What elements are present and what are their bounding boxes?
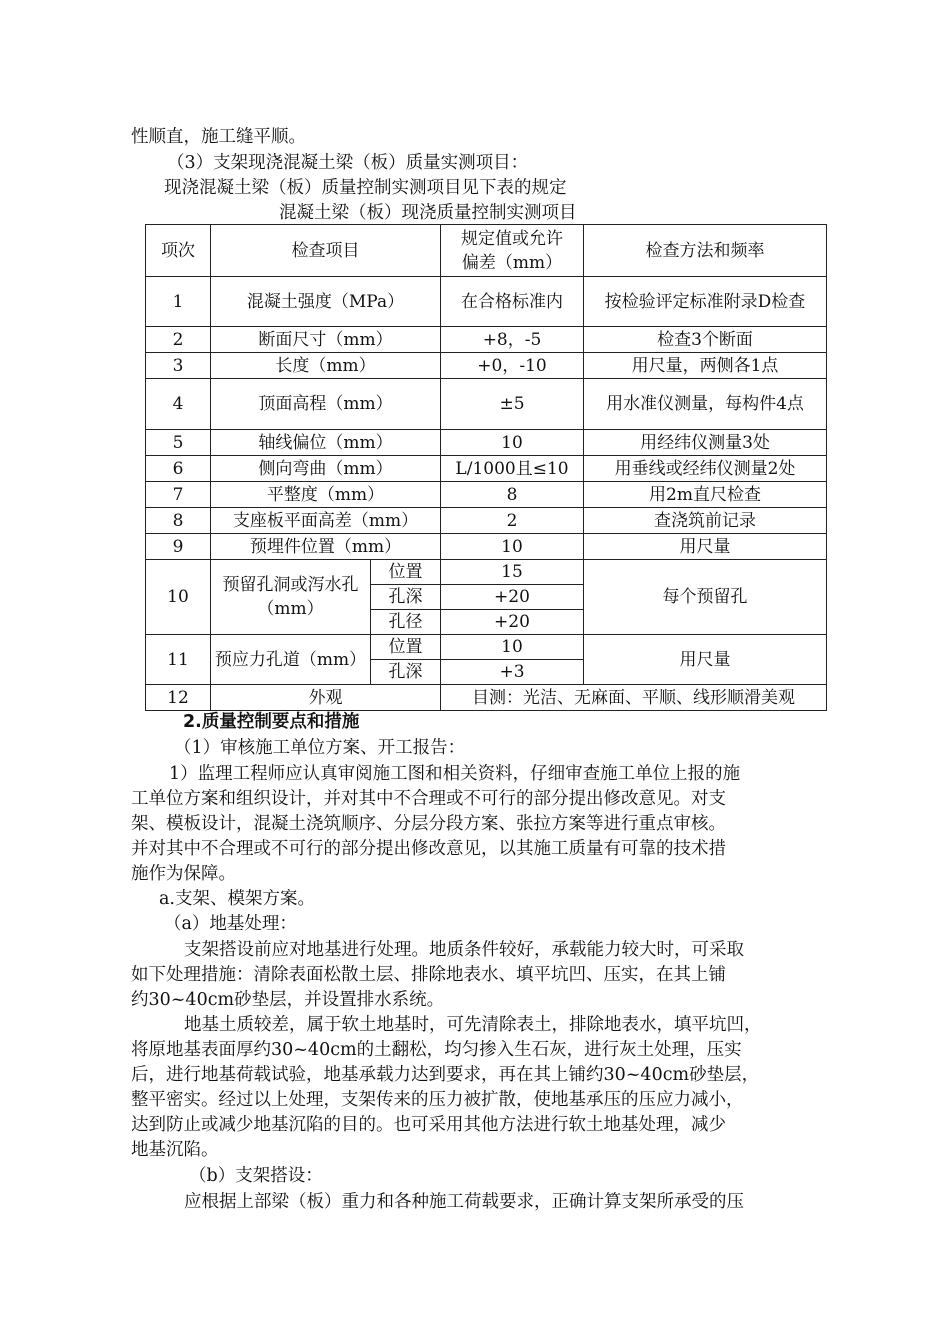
row-method: 用尺量 — [584, 534, 827, 560]
row-tolerance: +3 — [441, 660, 584, 685]
table-row — [146, 430, 827, 456]
quality-table — [145, 224, 827, 711]
table-intro: 现浇混凝土梁（板）质量控制实测项目见下表的规定 — [164, 178, 567, 198]
paragraph-2-line: 1）监理工程师应认真审阅施工图和相关资料，仔细审查施工单位上报的施 — [169, 764, 741, 784]
row-tolerance: L/1000且≤10 — [441, 456, 584, 482]
paragraph-6-line: 达到防止或减少地基沉陷的目的。也可采用其他方法进行软土地基处理，减少 — [131, 1115, 726, 1135]
header-tolerance-line1: 规定值或允许 — [461, 228, 563, 249]
row-method: 用2m直尺检查 — [584, 482, 827, 508]
row-tolerance: 15 — [441, 560, 584, 585]
row-tolerance: +0，-10 — [441, 353, 584, 379]
paragraph-8: 应根据上部梁（板）重力和各种施工荷载要求，正确计算支架所承受的压 — [184, 1192, 744, 1212]
paragraph-5-line: 约30~40cm砂垫层，并设置排水系统。 — [131, 990, 445, 1010]
row-item: 顶面高程（mm） — [211, 379, 441, 430]
table-row — [146, 560, 827, 585]
paragraph-6-line: 将原地基表面厚约30~40cm的土翻松，均匀掺入生石灰，进行灰土处理，压实 — [131, 1040, 742, 1060]
row-tolerance: +20 — [441, 610, 584, 635]
row-tolerance: +20 — [441, 585, 584, 610]
row-tolerance: 10 — [441, 430, 584, 456]
row-item: 支座板平面高差（mm） — [211, 508, 441, 534]
table-row — [146, 635, 827, 660]
section-title-3: （3）支架现浇混凝土梁（板）质量实测项目： — [167, 153, 529, 173]
row-method: 用水准仪测量，每构件4点 — [584, 379, 827, 430]
paragraph-6-line: 整平密实。经过以上处理，支架传来的压力被扩散，使地基承压的压应力减小， — [131, 1090, 744, 1110]
table-row — [146, 456, 827, 482]
table-row — [146, 534, 827, 560]
row-tolerance: 2 — [441, 508, 584, 534]
paragraph-2-line: 并对其中不合理或不可行的部分提出修改意见，以其施工质量有可靠的技术措 — [131, 839, 726, 859]
row-no: 3 — [146, 353, 211, 379]
paragraph-6-line: 地基沉陷。 — [131, 1140, 219, 1160]
row-method: 用垂线或经纬仪测量2处 — [584, 456, 827, 482]
row-no: 1 — [146, 277, 211, 327]
row-subitem: 位置 — [371, 635, 441, 660]
row-method: 按检验评定标准附录D检查 — [584, 277, 827, 327]
row-no: 2 — [146, 327, 211, 353]
row-item: 外观 — [211, 685, 441, 711]
section-heading: 2.质量控制要点和措施 — [183, 712, 360, 732]
table-title: 混凝土梁（板）现浇质量控制实测项目 — [279, 203, 577, 223]
row-item: 预埋件位置（mm） — [211, 534, 441, 560]
row-tolerance: ±5 — [441, 379, 584, 430]
row-no: 10 — [146, 560, 211, 635]
row-no: 11 — [146, 635, 211, 685]
paragraph-2-line: 工单位方案和组织设计，并对其中不合理或不可行的部分提出修改意见。对支 — [131, 789, 726, 809]
row-no: 6 — [146, 456, 211, 482]
paragraph-3: a.支架、模架方案。 — [159, 889, 315, 909]
row-subitem: 孔深 — [371, 660, 441, 685]
row-item: 轴线偏位（mm） — [211, 430, 441, 456]
row-no: 7 — [146, 482, 211, 508]
paragraph-2-line: 架、模板设计，混凝土浇筑顺序、分层分段方案、张拉方案等进行重点审核。 — [131, 814, 726, 834]
row-item: 平整度（mm） — [211, 482, 441, 508]
row-method: 用经纬仪测量3处 — [584, 430, 827, 456]
row-no: 4 — [146, 379, 211, 430]
header-tolerance-line2: 偏差（mm） — [461, 252, 563, 273]
paragraph-4: （a）地基处理： — [164, 914, 297, 934]
row-tolerance: 在合格标准内 — [441, 277, 584, 327]
row-item: 侧向弯曲（mm） — [211, 456, 441, 482]
table-row — [146, 685, 827, 711]
row-no: 9 — [146, 534, 211, 560]
row-method: 目测：光洁、无麻面、平顺、线形顺滑美观 — [441, 685, 827, 711]
row-method: 查浇筑前记录 — [584, 508, 827, 534]
table-row — [146, 277, 827, 327]
row-no: 8 — [146, 508, 211, 534]
paragraph-5-line: 如下处理措施：清除表面松散土层、排除地表水、填平坑凹、压实，在其上铺 — [131, 965, 726, 985]
row-tolerance: +8，-5 — [441, 327, 584, 353]
header-tolerance — [441, 225, 584, 277]
row-subitem: 孔深 — [371, 585, 441, 610]
row-method: 用尺量，两侧各1点 — [584, 353, 827, 379]
row-item: 长度（mm） — [211, 353, 441, 379]
row-method: 检查3个断面 — [584, 327, 827, 353]
table-row — [146, 482, 827, 508]
row-no: 12 — [146, 685, 211, 711]
paragraph-5-line: 支架搭设前应对地基进行处理。地质条件较好，承载能力较大时，可采取 — [184, 940, 744, 960]
row-item: 混凝土强度（MPa） — [211, 277, 441, 327]
header-method: 检查方法和频率 — [584, 225, 827, 277]
table-row — [146, 379, 827, 430]
row-no: 5 — [146, 430, 211, 456]
row-subitem: 孔径 — [371, 610, 441, 635]
table-header-row — [146, 225, 827, 277]
row-tolerance: 10 — [441, 635, 584, 660]
table-row — [146, 327, 827, 353]
row-method: 每个预留孔 — [584, 560, 827, 635]
row-item: 预应力孔道（mm） — [211, 635, 371, 685]
row-item: 断面尺寸（mm） — [211, 327, 441, 353]
row-item: 预留孔洞或泻水孔（mm） — [211, 560, 371, 635]
intro-line-1: 性顺直，施工缝平顺。 — [131, 127, 306, 147]
paragraph-7: （b）支架搭设： — [189, 1166, 323, 1186]
row-method: 用尺量 — [584, 635, 827, 685]
header-no: 项次 — [146, 225, 211, 277]
table-row — [146, 353, 827, 379]
paragraph-2-line: 施作为保障。 — [131, 864, 236, 884]
row-subitem: 位置 — [371, 560, 441, 585]
row-tolerance: 8 — [441, 482, 584, 508]
header-item: 检查项目 — [211, 225, 441, 277]
table-row — [146, 508, 827, 534]
paragraph-1: （1）审核施工单位方案、开工报告： — [174, 738, 466, 758]
paragraph-6-line: 地基土质较差，属于软土地基时，可先清除表土，排除地表水，填平坑凹， — [184, 1015, 762, 1035]
paragraph-6-line: 后，进行地基荷载试验，地基承载力达到要求，再在其上铺约30~40cm砂垫层， — [131, 1065, 760, 1085]
row-tolerance: 10 — [441, 534, 584, 560]
